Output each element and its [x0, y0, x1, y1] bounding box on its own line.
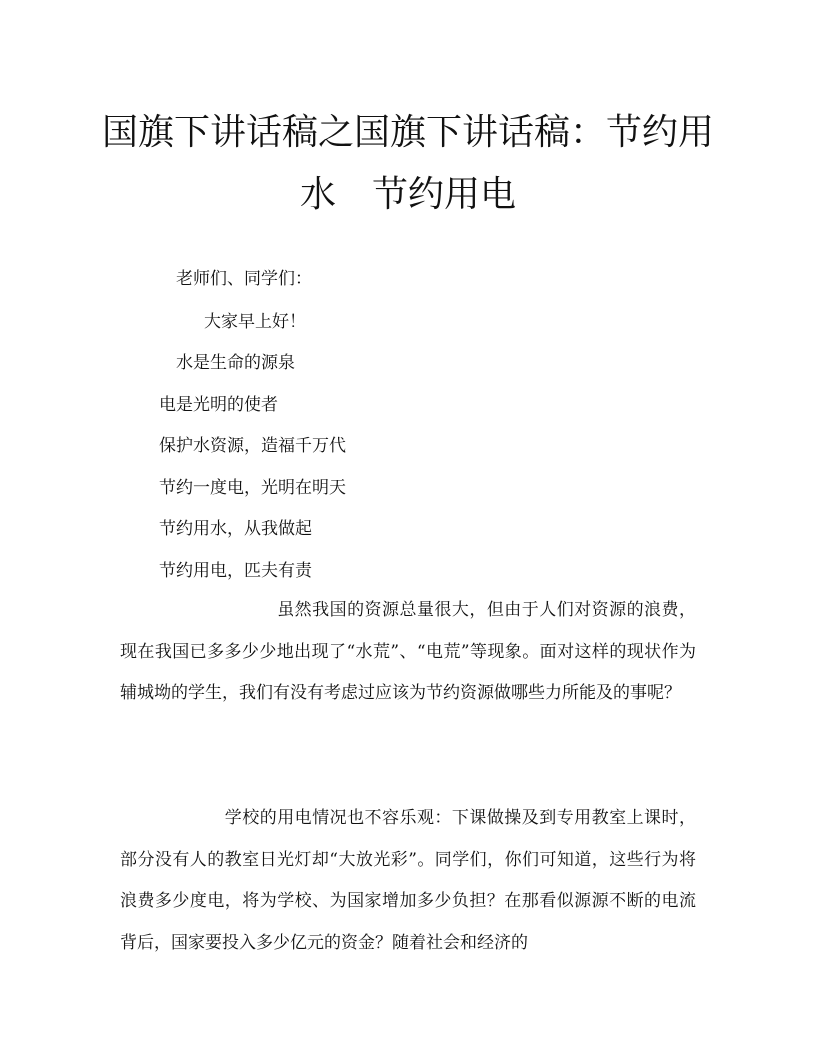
good-morning-line: 大家早上好！: [204, 312, 306, 332]
slogan-line: 保护水资源，造福千万代: [159, 436, 346, 456]
body-paragraph-2: 学校的用电情况也不容乐观：下课做操及到专用教室上课时，部分没有人的教室日光灯却“大放光彩”。同学们，你们可知道，这些行为将浪费多少度电，将为学校、为国家增加多少负担？在那看似源源不断的电流背后，国家要投入多少亿元的资金？随着社会和经济的: [120, 808, 696, 954]
slogan-line: 节约用水，从我做起: [159, 519, 312, 539]
slogan-line: 节约用电，匹夫有责: [159, 561, 312, 581]
greeting-line: 老师们、同学们：: [176, 269, 312, 289]
document-title-line-1: 国旗下讲话稿之国旗下讲话稿：节约用: [101, 112, 714, 153]
slogan-line: 电是光明的使者: [159, 395, 278, 415]
slogan-line: 水是生命的源泉: [176, 353, 295, 373]
document-title-line-2: 水 节约用电: [299, 174, 516, 215]
slogan-line: 节约一度电，光明在明天: [159, 478, 346, 498]
body-paragraph-1: 虽然我国的资源总量很大，但由于人们对资源的浪费，现在我国已多多少少地出现了“水荒”、“电荒”等现象。面对这样的现状作为辅城坳的学生，我们有没有考虑过应该为节约资源做哪些力所能及的事呢？: [120, 600, 696, 704]
